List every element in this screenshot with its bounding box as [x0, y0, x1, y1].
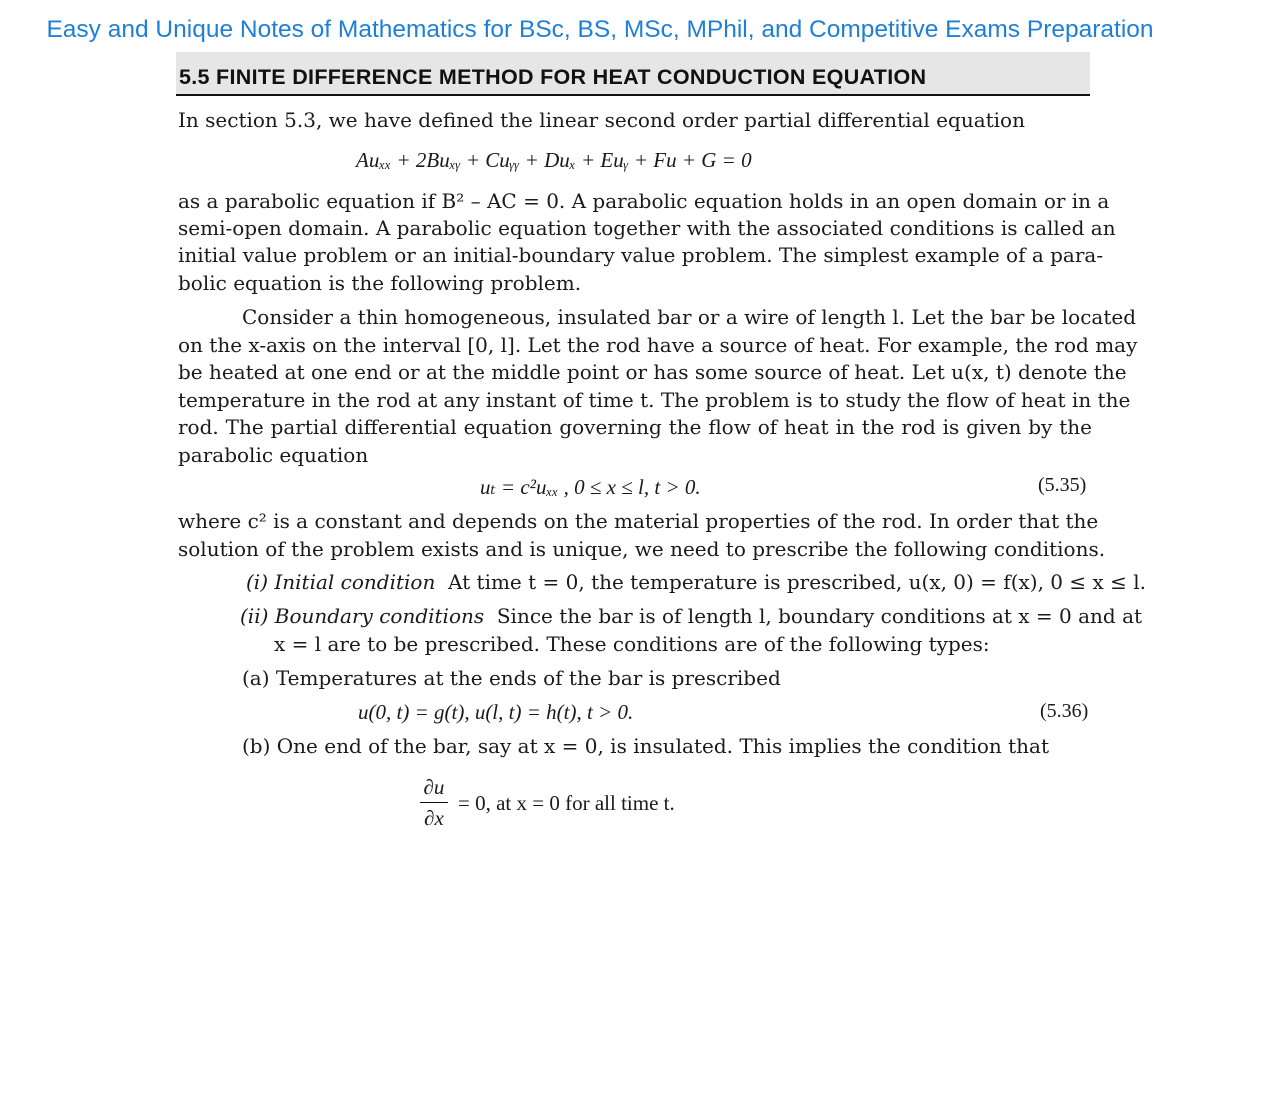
case-b: (b) One end of the bar, say at x = 0, is insulated. This implies the condition that — [242, 734, 1050, 758]
paragraph-line: temperature in the rod at any instant of time t. The problem is to study the flow of heat in the — [178, 388, 1131, 412]
paragraph-line: where c² is a constant and depends on the material properties of the rod. In order that the — [178, 509, 1099, 533]
paragraph-line: bolic equation is the following problem. — [178, 271, 582, 295]
initial-condition — [246, 568, 1146, 596]
condition-label: (ii) Boundary conditions — [240, 604, 485, 628]
section-heading — [176, 52, 1090, 96]
fraction-denominator: ∂x — [424, 806, 444, 830]
fraction-bar — [420, 802, 448, 803]
partial-derivative — [420, 774, 448, 830]
paragraph-line: Consider a thin homogeneous, insulated bar or a wire of length l. Let the bar be located — [242, 305, 1136, 329]
equation-number: (5.35) — [1038, 474, 1087, 496]
insulated-condition-equation: = 0, at x = 0 for all time t. — [458, 791, 675, 815]
paragraph-line: rod. The partial differential equation governing the flow of heat in the rod is given by the — [178, 415, 1092, 439]
paragraph-line: solution of the problem exists and is unique, we need to prescribe the following conditions. — [178, 537, 1106, 561]
boundary-conditions — [240, 602, 1142, 630]
general-equation: Auₓₓ + 2Buₓᵧ + Cuᵧᵧ + Duₓ + Euᵧ + Fu + G = 0 — [356, 148, 752, 172]
paragraph-line: parabolic equation — [178, 443, 369, 467]
section-title: 5.5 FINITE DIFFERENCE METHOD FOR HEAT CONDUCTION EQUATION — [179, 65, 927, 89]
condition-text: At time t = 0, the temperature is prescribed, u(x, 0) = f(x), 0 ≤ x ≤ l. — [448, 570, 1146, 594]
condition-label: (i) Initial condition — [246, 570, 436, 594]
condition-text: Since the bar is of length l, boundary conditions at x = 0 and at — [496, 604, 1143, 628]
paragraph-line: initial value problem or an initial-boundary value problem. The simplest example of a para- — [178, 243, 1104, 267]
case-a: (a) Temperatures at the ends of the bar is prescribed — [242, 666, 781, 690]
site-banner: Easy and Unique Notes of Mathematics for BSc, BS, MSc, MPhil, and Competitive Exams Preparation — [46, 16, 1154, 43]
equation-number: (5.36) — [1040, 700, 1089, 722]
paragraph-line: be heated at one end or at the middle point or has some source of heat. Let u(x, t) denote the — [178, 360, 1127, 384]
paragraph-line: as a parabolic equation if B² – AC = 0. A parabolic equation holds in an open domain or in a — [178, 189, 1110, 213]
fraction-numerator: ∂u — [423, 775, 445, 799]
paragraph-line: semi-open domain. A parabolic equation together with the associated conditions is called an — [178, 216, 1116, 240]
boundary-conditions-continued: x = l are to be prescribed. These conditions are of the following types: — [274, 632, 990, 656]
intro-text: In section 5.3, we have defined the linear second order partial differential equation — [178, 108, 1025, 132]
paragraph-line: on the x-axis on the interval [0, l]. Let the rod have a source of heat. For example, the rod may — [178, 333, 1138, 357]
boundary-equation: u(0, t) = g(t), u(l, t) = h(t), t > 0. — [358, 700, 634, 724]
heat-equation: uₜ = c²uₓₓ , 0 ≤ x ≤ l, t > 0. — [480, 475, 701, 499]
